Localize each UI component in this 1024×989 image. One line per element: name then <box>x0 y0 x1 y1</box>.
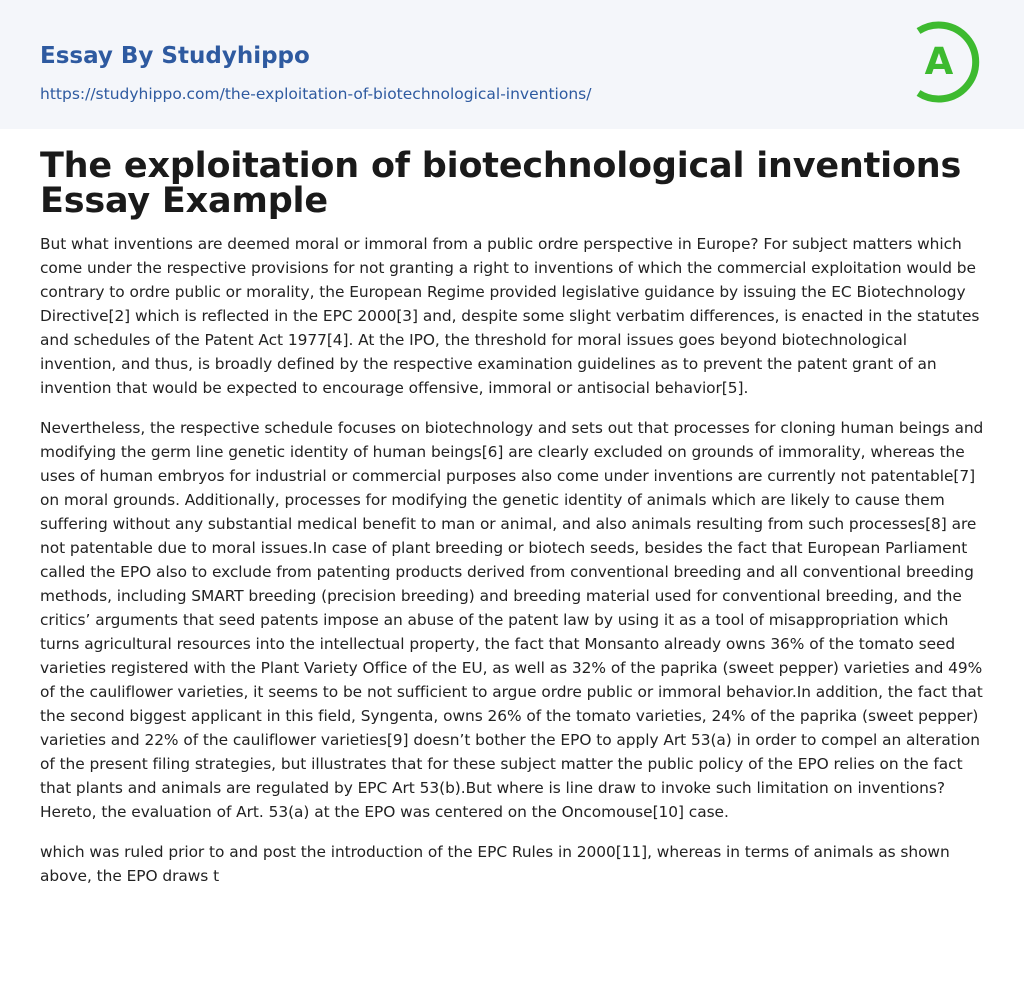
article-content <box>40 146 986 888</box>
article-url-link[interactable]: https://studyhippo.com/the-exploitation-of-biotechnological-inventions/ <box>40 85 592 103</box>
logo-letter: A <box>924 40 954 83</box>
article-paragraph-3: which was ruled prior to and post the introduction of the EPC Rules in 2000[11], whereas in terms of animals as shown above, the EPO draws t <box>40 843 950 885</box>
article-paragraph-2: Nevertheless, the respective schedule focuses on biotechnology and sets out that processes for cloning human beings and modifying the germ line genetic identity of human beings[6] are clearly excluded on grounds of immorality, whereas the uses of human embryos for industrial or commercial purposes also come under inventions are currently not patentable[7] on moral grounds. Additionally, processes for modifying the genetic identity of animals which are likely to cause them suffering without any substantial medical benefit to man or animal, and also animals resulting from such processes[8] are not patentable due to moral issues.In case of plant breeding or biotech seeds, besides the fact that European Parliament called the EPO also to exclude from patenting products derived from conventional breeding and all conventional breeding methods, including SMART breeding (precision breeding) and breeding material used for conventional breeding, and the critics’ arguments that seed patents impose an abuse of the patent law by using it as a tool of misappropriation which turns agricultural resources into the intellectual property, the fact that Monsanto already owns 36% of the tomato seed varieties registered with the Plant Variety Office of the EU, as well as 32% of the paprika (sweet pepper) varieties and 49% of the cauliflower varieties, it seems to be not sufficient to argue ordre public or immoral behavior.In addition, the fact that the second biggest applicant in this field, Syngenta, owns 26% of the tomato varieties, 24% of the paprika (sweet pepper) varieties and 22% of the cauliflower varieties[9] doesn’t bother the EPO to apply Art 53(a) in order to compel an alteration of the present filing strategies, but illustrates that for these subject matter the public policy of the EPO relies on the fact that plants and animals are regulated by EPC Art 53(b).But where is line draw to invoke such limitation on inventions?Hereto, the evaluation of Art. 53(a) at the EPO was centered on the Oncomouse[10] case. <box>40 419 984 821</box>
page-title: The exploitation of biotechnological inventions Essay Example <box>40 146 962 221</box>
site-header <box>0 0 1024 129</box>
studyhippo-logo-icon[interactable] <box>912 19 986 105</box>
article-paragraph-1: But what inventions are deemed moral or immoral from a public ordre perspective in Europe? For subject matters which come under the respective provisions for not granting a right to inventions of which the commercial exploitation would be contrary to ordre public or morality, the European Regime provided legislative guidance by issuing the EC Biotechnology Directive[2] which is reflected in the EPC 2000[3] and, despite some slight verbatim differences, is enacted in the statutes and schedules of the Patent Act 1977[4]. At the IPO, the threshold for moral issues goes beyond biotechnological invention, and thus, is broadly defined by the respective examination guidelines as to prevent the patent grant of an invention that would be expected to encourage offensive, immoral or antisocial behavior[5]. <box>40 235 980 397</box>
site-brand[interactable]: Essay By Studyhippo <box>40 43 310 69</box>
